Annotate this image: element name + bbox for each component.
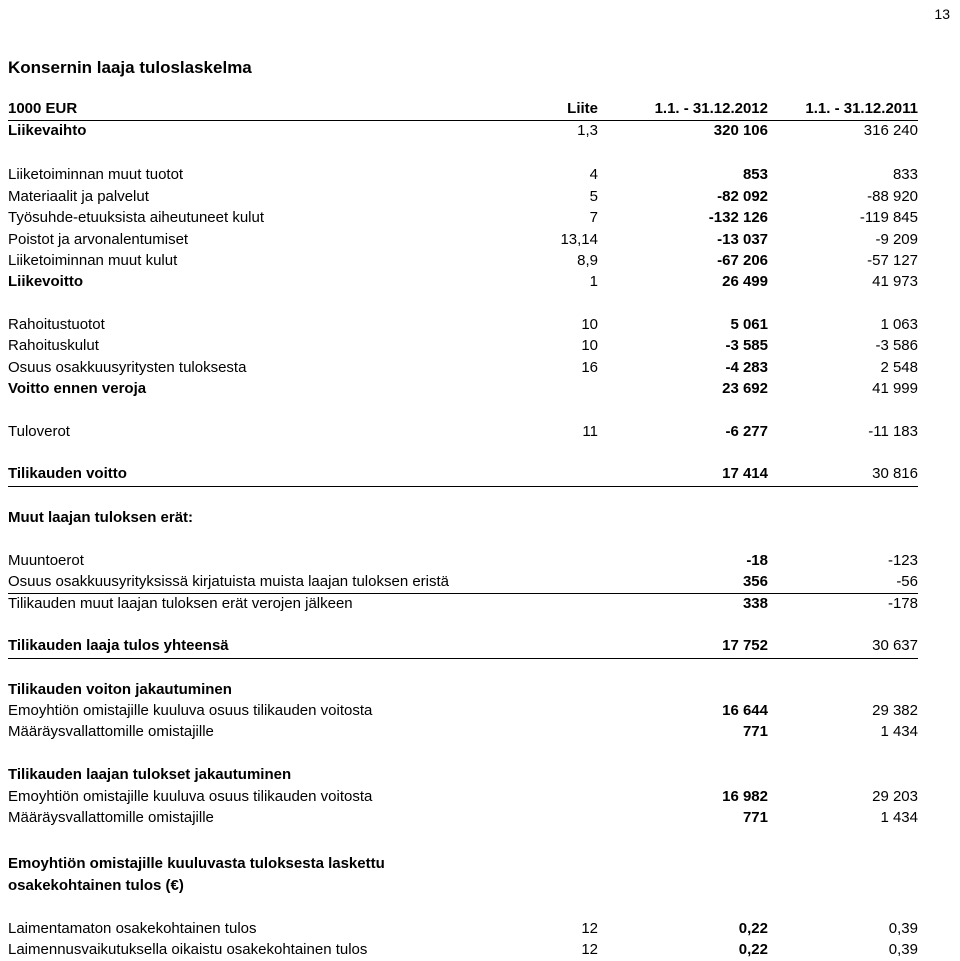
row-label: Tilikauden voitto: [8, 465, 127, 482]
row-value-2011: -56: [896, 573, 918, 590]
row-value-2011: 2 548: [880, 359, 918, 376]
row-value-2012: 0,22: [738, 920, 768, 937]
table-row: [8, 271, 918, 293]
table-row: [8, 421, 918, 443]
table-row: [8, 571, 918, 593]
row-label: Tuloverot: [8, 423, 70, 440]
row-value-2012: -3 585: [725, 337, 768, 354]
row-value-2012: -13 037: [717, 231, 768, 248]
row-value-2011: 41 999: [872, 380, 918, 397]
section-heading: [8, 853, 918, 875]
row-value-2012: 23 692: [722, 380, 768, 397]
row-label: Tilikauden laajan tulokset jakautuminen: [8, 766, 292, 783]
row-value-2012: 17 414: [722, 465, 768, 482]
table-row: [8, 207, 918, 229]
total-underline: [8, 486, 918, 487]
row-label: Liikevaihto: [8, 122, 87, 139]
row-label: osakekohtainen tulos (€): [8, 877, 184, 894]
row-label: Osuus osakkuusyritysten tuloksesta: [8, 359, 247, 376]
row-label: Muuntoerot: [8, 552, 84, 569]
row-label: Osuus osakkuusyrityksissä kirjatuista muista laajan tuloksen eristä: [8, 573, 450, 590]
note-header: Liite: [567, 100, 598, 117]
row-value-2011: -3 586: [875, 337, 918, 354]
row-note: 13,14: [560, 231, 598, 248]
row-value-2011: -9 209: [875, 231, 918, 248]
table-row: [8, 229, 918, 251]
row-note: 5: [589, 188, 598, 205]
row-label: Työsuhde-etuuksista aiheutuneet kulut: [8, 209, 265, 226]
row-value-2011: 316 240: [863, 122, 918, 139]
row-value-2011: -178: [887, 595, 918, 612]
row-label: Emoyhtiön omistajille kuuluva osuus tilikauden voitosta: [8, 788, 373, 805]
row-label: Määräysvallattomille omistajille: [8, 723, 214, 740]
row-value-2012: -82 092: [717, 188, 768, 205]
row-value-2011: 0,39: [888, 920, 918, 937]
period-2012-header: 1.1. - 31.12.2012: [654, 100, 768, 117]
unit-header: 1000 EUR: [8, 100, 78, 117]
row-value-2012: 17 752: [722, 637, 768, 654]
row-label: Tilikauden laaja tulos yhteensä: [8, 637, 229, 654]
row-note: 12: [581, 941, 598, 958]
row-value-2011: 1 063: [880, 316, 918, 333]
row-value-2011: 0,39: [888, 941, 918, 958]
row-value-2011: 1 434: [880, 723, 918, 740]
table-row: [8, 593, 918, 615]
row-value-2011: -11 183: [868, 423, 918, 440]
section-heading: [8, 764, 918, 786]
row-note: 1,3: [577, 122, 598, 139]
row-value-2012: 26 499: [722, 273, 768, 290]
row-value-2012: 16 644: [722, 702, 768, 719]
row-label: Määräysvallattomille omistajille: [8, 809, 214, 826]
section-heading: [8, 507, 918, 529]
table-row: [8, 939, 918, 961]
row-label: Poistot ja arvonalentumiset: [8, 231, 189, 248]
row-label: Muut laajan tuloksen erät:: [8, 509, 194, 526]
row-note: 1: [589, 273, 598, 290]
row-value-2012: 16 982: [722, 788, 768, 805]
row-label: Liikevoitto: [8, 273, 84, 290]
row-value-2011: 29 382: [872, 702, 918, 719]
section-heading: [8, 875, 918, 897]
page-title: Konsernin laaja tuloslaskelma: [8, 58, 252, 77]
row-note: 8,9: [577, 252, 598, 269]
row-label: Materiaalit ja palvelut: [8, 188, 149, 205]
row-label: Tilikauden voiton jakautuminen: [8, 681, 232, 698]
row-value-2012: 771: [742, 809, 768, 826]
grand-total-underline: [8, 658, 918, 659]
table-row: [8, 164, 918, 186]
row-note: 16: [581, 359, 598, 376]
row-value-2011: -57 127: [867, 252, 918, 269]
row-label: Voitto ennen veroja: [8, 380, 147, 397]
table-row: [8, 635, 918, 657]
row-note: 12: [581, 920, 598, 937]
row-value-2011: -123: [887, 552, 918, 569]
row-label: Rahoitustuotot: [8, 316, 105, 333]
row-label: Tilikauden muut laajan tuloksen erät verojen jälkeen: [8, 595, 353, 612]
table-row: [8, 378, 918, 400]
table-row: [8, 700, 918, 722]
section-heading: [8, 679, 918, 701]
row-value-2011: 833: [892, 166, 918, 183]
row-value-2012: -132 126: [708, 209, 768, 226]
page-number: 13: [934, 6, 950, 22]
table-row: [8, 314, 918, 336]
row-note: 7: [589, 209, 598, 226]
table-row: [8, 807, 918, 829]
row-value-2012: 338: [742, 595, 768, 612]
row-value-2011: 30 637: [872, 637, 918, 654]
row-value-2012: -18: [746, 552, 768, 569]
row-label: Laimennusvaikutuksella oikaistu osakekohtainen tulos: [8, 941, 368, 958]
row-value-2012: -4 283: [725, 359, 768, 376]
table-row: [8, 786, 918, 808]
row-note: 11: [582, 423, 598, 440]
row-value-2012: 356: [742, 573, 768, 590]
period-2011-header: 1.1. - 31.12.2011: [805, 100, 918, 117]
row-value-2012: 771: [742, 723, 768, 740]
row-value-2012: 320 106: [713, 122, 768, 139]
table-row: [8, 186, 918, 208]
row-note: 4: [589, 166, 598, 183]
row-value-2012: -67 206: [717, 252, 768, 269]
table-row: [8, 550, 918, 572]
table-row: [8, 721, 918, 743]
row-value-2011: 29 203: [872, 788, 918, 805]
table-row: [8, 463, 918, 485]
row-label: Liiketoiminnan muut tuotot: [8, 166, 184, 183]
row-value-2011: -119 845: [859, 209, 918, 226]
table-row: [8, 250, 918, 272]
row-label: Laimentamaton osakekohtainen tulos: [8, 920, 257, 937]
row-value-2011: 30 816: [872, 465, 918, 482]
row-note: 10: [581, 316, 598, 333]
table-row: [8, 357, 918, 379]
row-label: Emoyhtiön omistajille kuuluvasta tuloksesta laskettu: [8, 855, 385, 872]
row-value-2011: 1 434: [880, 809, 918, 826]
row-value-2011: 41 973: [872, 273, 918, 290]
row-label: Rahoituskulut: [8, 337, 99, 354]
row-label: Emoyhtiön omistajille kuuluva osuus tilikauden voitosta: [8, 702, 373, 719]
row-value-2012: 5 061: [730, 316, 768, 333]
row-label: Liiketoiminnan muut kulut: [8, 252, 178, 269]
table-row: [8, 918, 918, 940]
row-value-2012: -6 277: [725, 423, 768, 440]
row-value-2012: 0,22: [738, 941, 768, 958]
row-note: 10: [581, 337, 598, 354]
table-row: [8, 335, 918, 357]
table-row: [8, 120, 918, 142]
row-value-2012: 853: [742, 166, 768, 183]
table-header: [8, 98, 918, 120]
row-value-2011: -88 920: [867, 188, 918, 205]
